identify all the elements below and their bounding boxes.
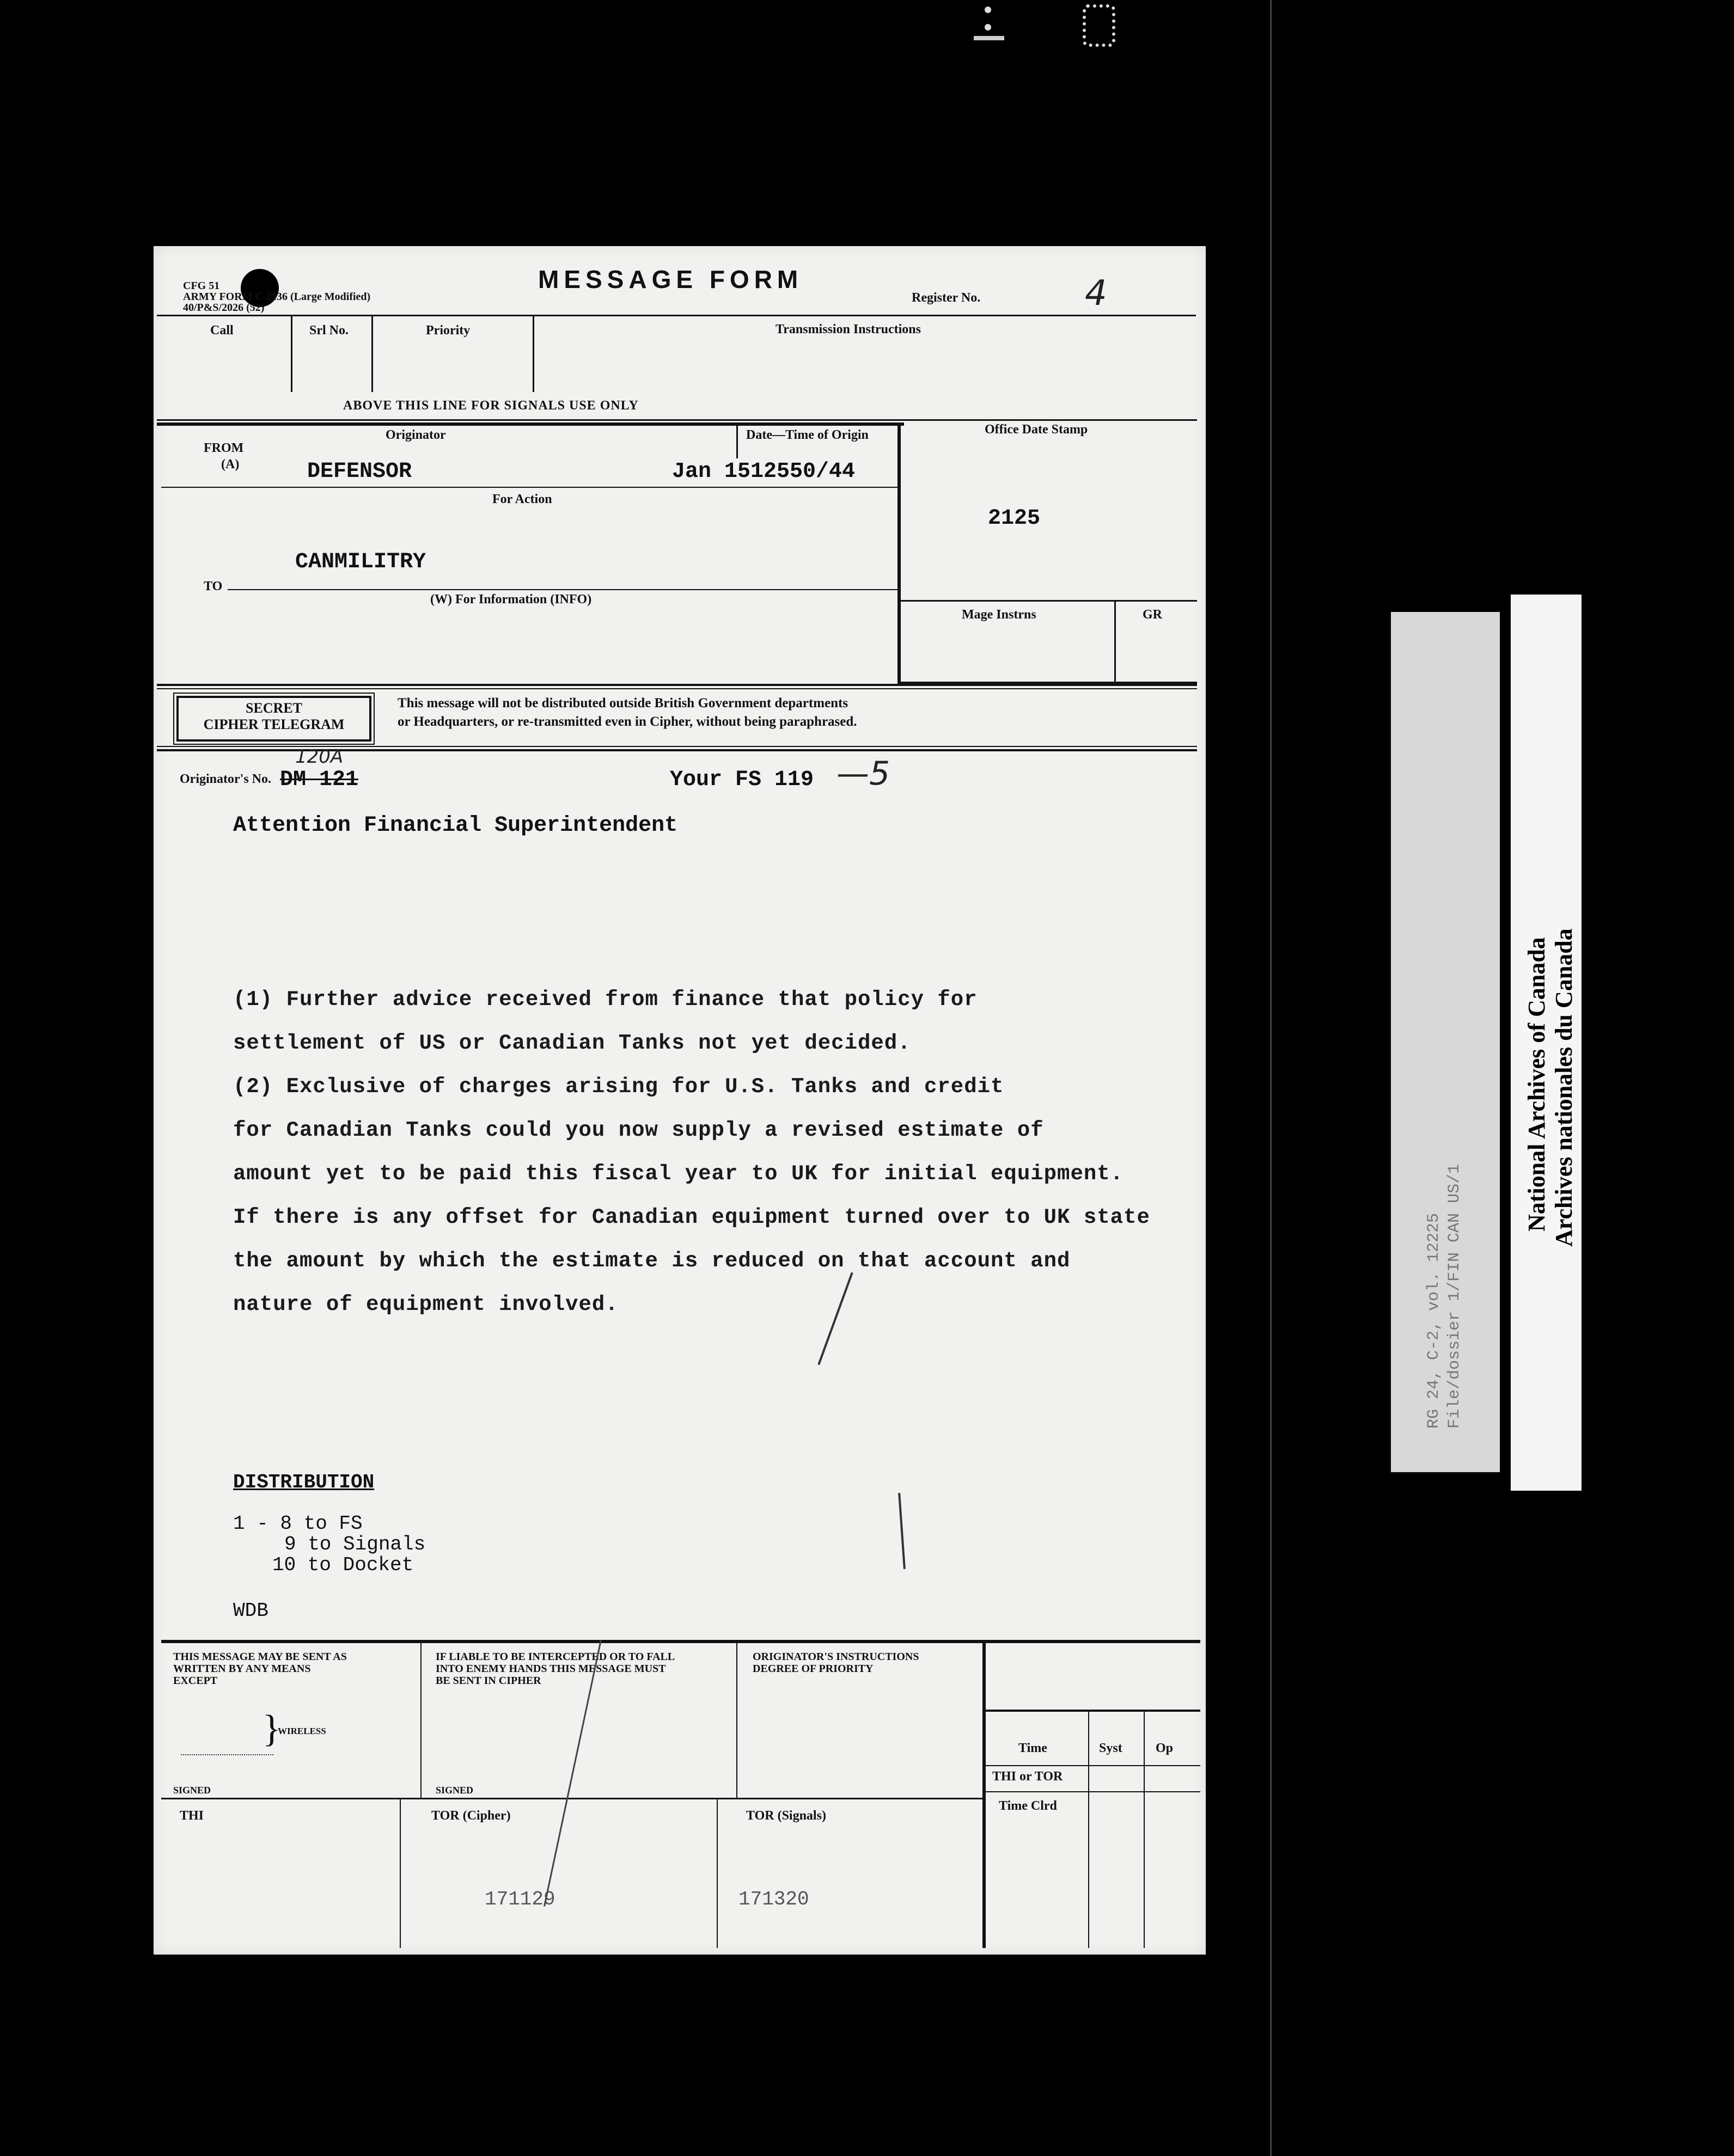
message-form-paper — [154, 246, 1206, 1955]
may-be-sent-line-1: THIS MESSAGE MAY BE SENT AS — [173, 1651, 347, 1663]
your-reference-handwritten: —5 — [837, 755, 890, 793]
archive-label-french: Archives nationales du Canada — [1550, 928, 1577, 1247]
archive-reference-line-2: File/dossier 1/FIN CAN US/1 — [1445, 1163, 1464, 1429]
secret-note-line-1: This message will not be distributed outside British Government departments — [398, 696, 848, 710]
message-line: (1) Further advice received from finance that policy for — [233, 988, 978, 1012]
message-line: If there is any offset for Canadian equipment turned over to UK state — [233, 1205, 1150, 1229]
thi-or-tor-label: THI or TOR — [992, 1769, 1063, 1784]
originators-no-value: DM 121 — [280, 768, 359, 792]
form-title: MESSAGE FORM — [538, 265, 803, 293]
archive-reference-line-1: RG 24, C-2, vol. 12225 — [1425, 1212, 1443, 1429]
info-label: (W) For Information (INFO) — [430, 592, 592, 607]
originator-label: Originator — [386, 428, 446, 442]
archive-label — [1511, 595, 1582, 1491]
signals-use-note: ABOVE THIS LINE FOR SIGNALS USE ONLY — [343, 399, 639, 413]
liable-line-2: INTO ENEMY HANDS THIS MESSAGE MUST — [436, 1663, 666, 1675]
message-line: the amount by which the estimate is reduced on that account and — [233, 1249, 1071, 1273]
degree-of-priority-label: DEGREE OF PRIORITY — [753, 1663, 874, 1675]
mage-instrns-label: Mage Instrns — [962, 608, 1036, 622]
originators-instructions-label: ORIGINATOR'S INSTRUCTIONS — [753, 1651, 919, 1663]
priority-label: Priority — [426, 323, 471, 338]
call-label: Call — [210, 323, 234, 338]
message-line: for Canadian Tanks could you now supply a revised estimate of — [233, 1118, 1044, 1142]
srl-no-label: Srl No. — [309, 323, 349, 338]
transmission-instructions-label: Transmission Instructions — [776, 322, 921, 336]
thi-label: THI — [180, 1809, 204, 1823]
message-line: (2) Exclusive of charges arising for U.S. Tanks and credit — [233, 1075, 1004, 1099]
for-action-label: For Action — [492, 492, 552, 506]
time-label: Time — [1018, 1741, 1047, 1755]
film-edge-line — [1270, 0, 1272, 2156]
time-clrd-label: Time Clrd — [999, 1799, 1057, 1813]
your-reference: Your FS 119 — [670, 768, 814, 792]
distribution-line: 10 to Docket — [272, 1554, 414, 1576]
syst-label: Syst — [1099, 1741, 1122, 1755]
tor-cipher-value: 171129 — [485, 1888, 555, 1910]
originators-no-label: Originator's No. — [180, 772, 271, 786]
signed-label-2: SIGNED — [436, 1785, 474, 1796]
secret-cipher-box — [176, 696, 371, 742]
may-be-sent-line-2: WRITTEN BY ANY MEANS — [173, 1663, 311, 1675]
archive-reference-strip — [1391, 612, 1500, 1472]
message-line: amount yet to be paid this fiscal year to UK for initial equipment. — [233, 1162, 1124, 1186]
pencil-stroke — [898, 1493, 906, 1569]
to-value: CANMILITRY — [295, 550, 426, 574]
office-date-stamp-value: 2125 — [988, 506, 1041, 531]
op-label: Op — [1156, 1741, 1174, 1755]
tor-signals-value: 171320 — [738, 1888, 809, 1910]
gr-label: GR — [1143, 608, 1162, 622]
archive-label-english: National Archives of Canada — [1523, 937, 1550, 1232]
tor-signals-label: TOR (Signals) — [746, 1809, 826, 1823]
message-body — [233, 988, 1150, 1336]
message-line: nature of equipment involved. — [233, 1293, 619, 1316]
distribution-line: 9 to Signals — [284, 1533, 426, 1555]
originators-no-handwritten: 120A — [295, 746, 344, 768]
message-line: settlement of US or Canadian Tanks not yet decided. — [233, 1031, 911, 1055]
may-be-sent-line-3: EXCEPT — [173, 1675, 218, 1687]
date-time-label: Date—Time of Origin — [746, 428, 869, 442]
signed-label-1: SIGNED — [173, 1785, 211, 1796]
secret-label: SECRET — [245, 700, 303, 716]
pencil-stroke — [544, 1640, 602, 1907]
from-label: FROM — [204, 441, 244, 455]
cipher-telegram-label: CIPHER TELEGRAM — [203, 716, 345, 732]
distribution-heading: DISTRIBUTION — [233, 1471, 375, 1493]
distribution-initials: WDB — [233, 1600, 268, 1622]
wireless-label: WIRELESS — [278, 1726, 326, 1736]
to-label: TO — [204, 579, 223, 593]
distribution-line: 1 - 8 to FS — [233, 1512, 363, 1535]
from-sub-label: (A) — [221, 457, 240, 471]
form-code-1: CFG 51 — [183, 280, 220, 292]
form-code-2: ARMY FORM C 2136 (Large Modified) — [183, 291, 371, 303]
liable-line-3: BE SENT IN CIPHER — [436, 1675, 541, 1687]
film-perforation-marks — [985, 2, 1126, 46]
wireless-bracket: } — [181, 1711, 273, 1755]
form-code-3: 40/P&S/2026 (52) — [183, 302, 265, 314]
register-value: 4 — [1085, 273, 1107, 314]
tor-cipher-label: TOR (Cipher) — [431, 1809, 511, 1823]
date-time-value: Jan 1512550/44 — [672, 460, 856, 484]
secret-note-line-2: or Headquarters, or re-transmitted even in Cipher, without being paraphrased. — [398, 714, 857, 729]
originator-value: DEFENSOR — [307, 460, 412, 484]
attention-line: Attention Financial Superintendent — [233, 813, 678, 838]
register-label: Register No. — [912, 291, 981, 305]
office-date-stamp-label: Office Date Stamp — [985, 422, 1088, 437]
liable-line-1: IF LIABLE TO BE INTERCEPTED OR TO FALL — [436, 1651, 675, 1663]
